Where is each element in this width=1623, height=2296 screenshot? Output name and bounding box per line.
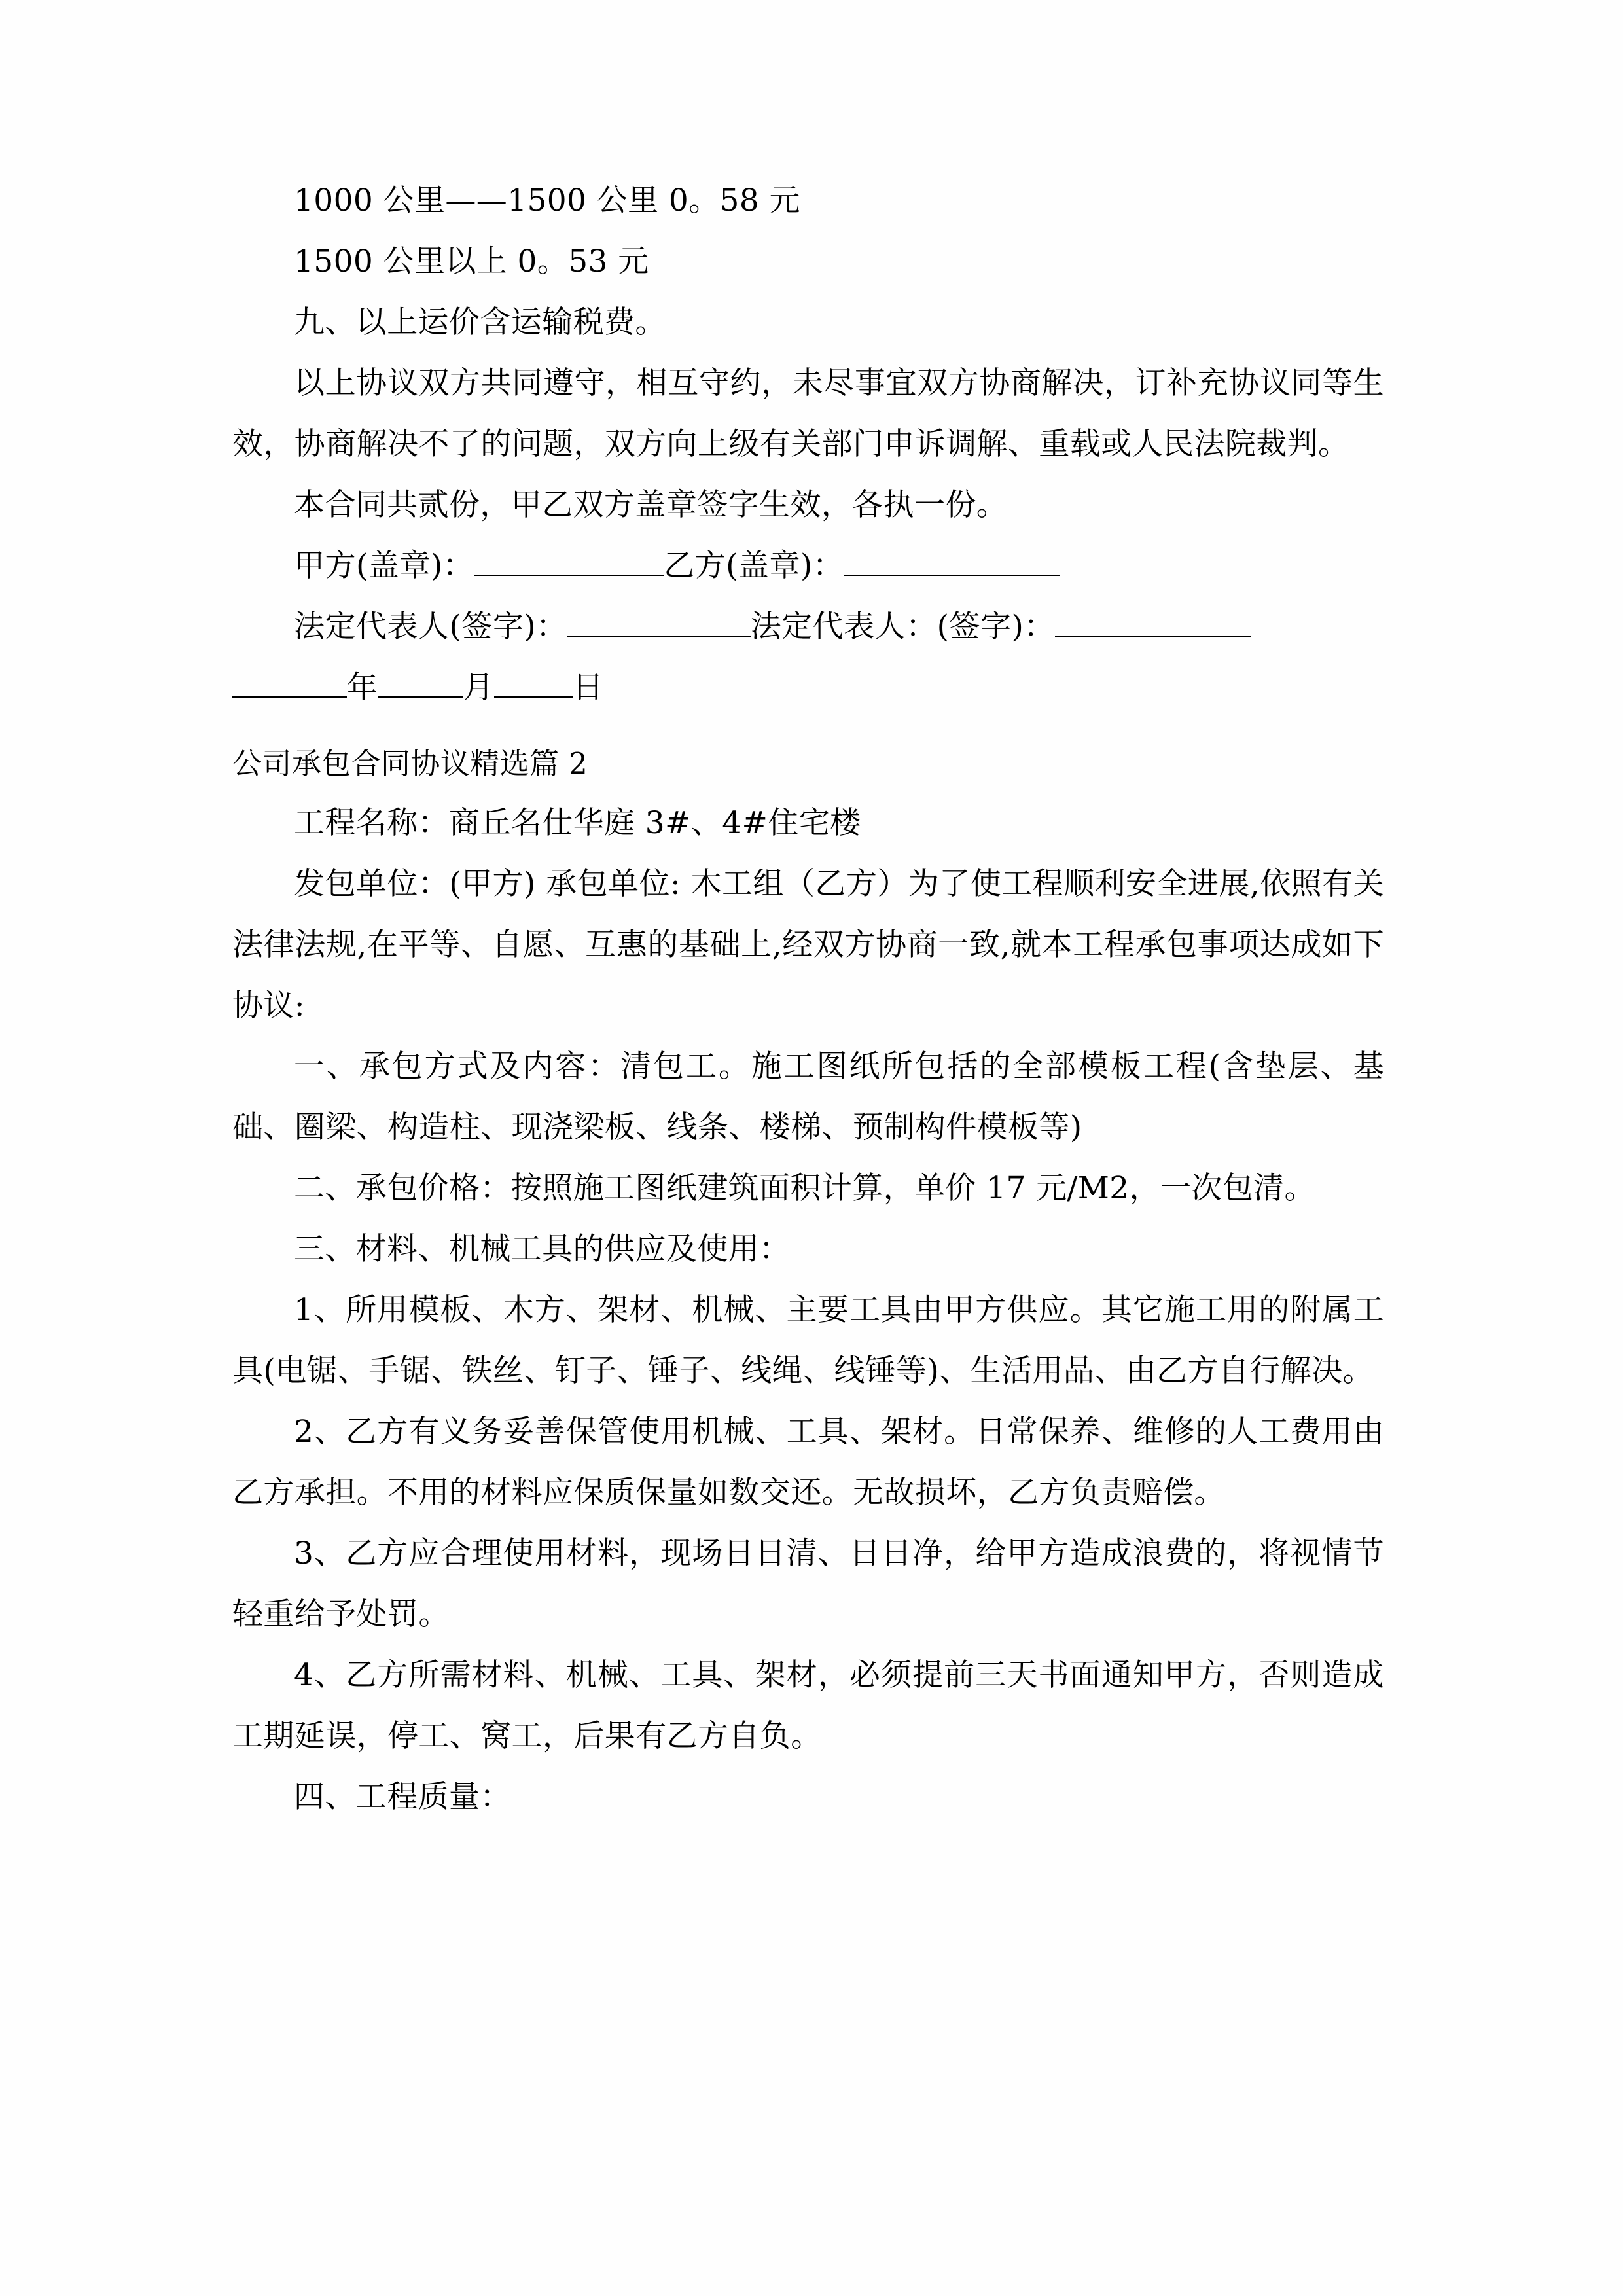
party-b-seal-label: 乙方(盖章)： [664,548,844,584]
line-distance-range-2: 1500 公里以上 0。53 元 [294,243,649,279]
party-a-seal-label: 甲方(盖章)： [294,548,474,584]
date-day-label: 日 [573,670,604,706]
party-a-rep-blank[interactable] [567,636,751,637]
section-title: 公司承包合同协议精选篇 2 [232,746,588,781]
line-distance-range-1: 1000 公里——1500 公里 0。58 元 [294,183,800,219]
signature-row-representatives [232,596,1384,657]
clause-three-item-3: 3、乙方应合理使用材料，现场日日清、日日净，给甲方造成浪费的，将视情节轻重给予处罚。 [232,1535,1384,1632]
clause-three-materials-heading: 三、材料、机械工具的供应及使用： [294,1231,791,1267]
parties-preamble-paragraph: 发包单位：(甲方) 承包单位: 木工组（乙方）为了使工程顺利安全进展,依照有关法律法规,在平等、自愿、互惠的基础上,经双方协商一致,就本工程承包事项达成如下协议: [232,866,1384,1024]
date-month-blank[interactable] [378,696,463,698]
clause-one-scope: 一、承包方式及内容：清包工。施工图纸所包括的全部模板工程(含垫层、基础、圈梁、构造柱、现浇梁板、线条、楼梯、预制构件模板等) [232,1049,1384,1145]
document-content [232,170,1384,1827]
clause-four-quality-heading: 四、工程质量： [294,1779,511,1815]
party-b-seal-blank[interactable] [844,575,1060,576]
party-b-rep-label: 法定代表人：(签字)： [750,609,1055,645]
contract-copies-paragraph: 本合同共贰份，甲乙双方盖章签字生效，各执一份。 [294,487,1008,523]
date-year-blank[interactable] [232,696,347,698]
clause-three-item-4: 4、乙方所需材料、机械、工具、架材，必须提前三天书面通知甲方，否则造成工期延误，停工、窝工，后果有乙方自负。 [232,1657,1384,1754]
project-name-line: 工程名称：商丘名仕华庭 3#、4#住宅楼 [294,805,861,841]
party-a-seal-blank[interactable] [474,575,664,576]
party-a-rep-label: 法定代表人(签字)： [294,609,567,645]
clause-two-price: 二、承包价格：按照施工图纸建筑面积计算，单价 17 元/M2，一次包清。 [294,1170,1315,1206]
agreement-compliance-paragraph: 以上协议双方共同遵守，相互守约，未尽事宜双方协商解决，订补充协议同等生效，协商解决不了的问题，双方向上级有关部门申诉调解、重载或人民法院裁判。 [232,365,1384,462]
signature-row-date [232,657,1384,718]
signature-row-parties [232,535,1384,596]
clause-nine: 九、以上运价含运输税费。 [294,304,666,340]
date-year-label: 年 [347,670,378,706]
party-b-rep-blank[interactable] [1055,636,1251,637]
date-month-label: 月 [463,670,494,706]
date-day-blank[interactable] [494,696,573,698]
clause-three-item-1: 1、所用模板、木方、架材、机械、主要工具由甲方供应。其它施工用的附属工具(电锯、手锯、铁丝、钉子、锤子、线绳、线锤等)、生活用品、由乙方自行解决。 [232,1292,1384,1389]
clause-three-item-2: 2、乙方有义务妥善保管使用机械、工具、架材。日常保养、维修的人工费用由乙方承担。不用的材料应保质保量如数交还。无故损坏，乙方负责赔偿。 [232,1414,1384,1511]
